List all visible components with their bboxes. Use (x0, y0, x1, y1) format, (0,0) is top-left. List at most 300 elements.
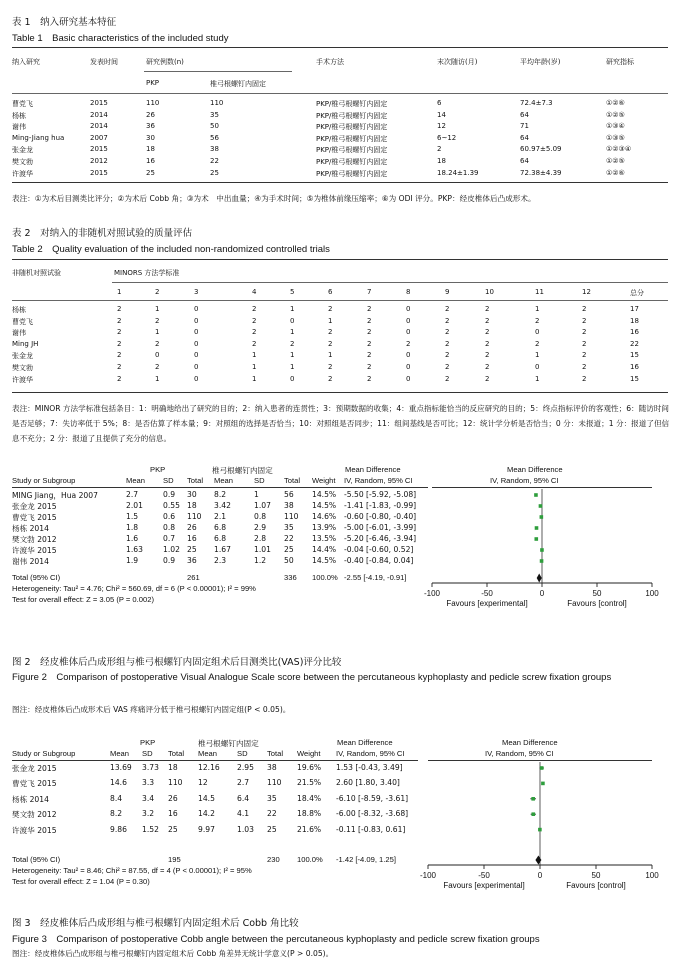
t2-score: 2 (485, 328, 490, 337)
study-row-cell: 2.8 (254, 534, 267, 543)
t1-cell-fu: 18.24±1.39 (437, 168, 479, 177)
t1-cell-year: 2015 (90, 168, 108, 177)
t1-cell-ped: 50 (210, 122, 219, 131)
total-weight: 100.0% (297, 855, 323, 864)
column-header: Study or Subgroup (12, 749, 76, 758)
study-row-cell: 18 (187, 501, 197, 510)
t2-score: 2 (117, 374, 122, 383)
t2-col-header: 10 (485, 288, 494, 296)
t1-cell-ind: ①②⑥ (606, 168, 625, 177)
table2-caption-cn: 表 2 对纳入的非随机对照试验的质量评估 (12, 228, 193, 239)
t2-col-header: 3 (194, 288, 199, 296)
heterogeneity-text: Heterogeneity: Tau² = 4.76; Chi² = 560.69, df = 6 (P < 0.00001); I² = 99% (12, 584, 256, 593)
x-axis-tick-label: 0 (537, 871, 543, 880)
total-n-pkp: 195 (168, 855, 181, 864)
t2-score: 0 (155, 351, 160, 360)
column-header: Mean (198, 749, 217, 758)
pooled-diamond (535, 856, 541, 865)
study-point (540, 559, 544, 563)
t2-col-header: 8 (406, 288, 411, 296)
study-row-cell: 2.1 (214, 512, 227, 521)
group-header-pedicle: 椎弓根螺钉内固定 (198, 739, 259, 748)
t2-score: 0 (406, 363, 411, 371)
table1-note: 表注：①为术后目测类比评分；②为术后 Cobb 角；③为术 中出血量；④为手术时间；⑤为椎体前缘压缩率；⑥为 ODI 评分。PKP：经皮椎体后凸成形术。 (12, 194, 536, 203)
t2-score: 2 (328, 328, 333, 337)
t2-score: 2 (328, 339, 333, 348)
study-row-cell: 0.8 (163, 523, 176, 532)
study-row-cell: 1.07 (254, 501, 271, 510)
figure3-caption-en: Figure 3 Comparison of postoperative Cobb angle between the percutaneous kyphoplasty and pedicle screw fixation groups (12, 934, 540, 945)
study-row-cell: 杨栋 2014 (12, 524, 49, 533)
t2-h-trial: 非随机对照试验 (12, 269, 61, 277)
x-axis-tick-label: -50 (481, 589, 493, 598)
t1-cell-year: 2007 (90, 133, 108, 142)
study-row-cell: 杨栋 2014 (12, 794, 49, 804)
study-row-cell: -6.10 [-8.59, -3.61] (336, 793, 409, 803)
t1-cell-fu: 2 (437, 145, 442, 154)
study-row-cell: 曹党飞 2015 (12, 513, 57, 522)
t1-cell-method: PKP/椎弓根螺钉内固定 (316, 158, 388, 166)
study-row-cell: 18.8% (297, 809, 322, 819)
t1-cell-age: 60.97±5.09 (520, 145, 562, 154)
study-row-cell: -5.20 [-6.46, -3.94] (344, 534, 417, 543)
t2-score: 0 (535, 328, 540, 337)
t1-h-age: 平均年龄(岁) (520, 58, 561, 66)
t1-cell-ped: 56 (210, 133, 219, 142)
t2-score: 2 (582, 374, 587, 383)
t1-cell-ped: 25 (210, 168, 219, 177)
study-row-cell: 50 (284, 556, 294, 565)
x-axis-tick-label: -100 (419, 871, 437, 880)
t2-score: 0 (194, 363, 199, 371)
study-row-cell: 22 (284, 534, 294, 543)
study-row-cell: 13.5% (312, 534, 337, 543)
t2-score: 1 (252, 374, 257, 383)
study-row-cell: 2.01 (126, 501, 143, 510)
x-axis-tick-label: 100 (645, 871, 659, 880)
pooled-diamond (537, 574, 542, 583)
t2-score: 0 (194, 351, 199, 360)
figure2-note: 图注：经皮椎体后凸成形术后 VAS 疼痛评分低于椎弓根螺钉内固定组(P < 0.05)。 (12, 705, 291, 714)
study-row-cell: 56 (284, 490, 294, 499)
t1-cell-method: PKP/椎弓根螺钉内固定 (316, 134, 388, 143)
t1-cell-pkp: 18 (146, 145, 155, 154)
t1-cell-pkp: 36 (146, 122, 155, 131)
t2-score: 2 (155, 316, 160, 325)
group-header-md-plot: Mean Difference (502, 738, 558, 747)
t1-h-method: 手术方法 (316, 58, 344, 66)
t2-score: 0 (535, 363, 540, 371)
t2-score: 0 (406, 328, 411, 337)
total-ci: -1.42 [-4.09, 1.25] (336, 855, 396, 864)
study-row-cell: 110 (168, 778, 183, 788)
t2-score: 2 (252, 328, 257, 337)
study-point (540, 515, 544, 519)
study-row-cell: 110 (187, 512, 202, 521)
t1-cell-ped: 22 (210, 157, 219, 165)
t2-score: 2 (485, 305, 490, 313)
study-point (535, 526, 539, 530)
t2-score: 1 (535, 374, 540, 383)
table2-mid-rule (12, 300, 668, 301)
t2-score: 2 (117, 316, 122, 325)
column-header: Total (284, 476, 301, 485)
group-header-md-plot: Mean Difference (507, 465, 563, 474)
study-row-cell: -6.00 [-8.32, -3.68] (336, 809, 409, 819)
total-n-pedicle: 230 (267, 855, 280, 864)
t1-cell-year: 2015 (90, 145, 108, 154)
x-axis-tick-label: -50 (478, 871, 490, 880)
t2-score: 0 (406, 374, 411, 383)
t1-cell-pkp: 16 (146, 157, 155, 165)
study-row-cell: 谢伟 2014 (12, 557, 49, 566)
column-header: IV, Random, 95% CI (336, 749, 405, 758)
group-header-md: Mean Difference (337, 738, 393, 747)
t2-row-name: 杨栋 (12, 306, 26, 314)
t1-cell-pkp: 25 (146, 168, 155, 177)
t1-cell-ped: 38 (210, 145, 219, 154)
t2-score: 2 (582, 351, 587, 360)
t2-score: 2 (328, 374, 333, 383)
column-header: Mean (110, 749, 129, 758)
study-row-cell: 2.7 (126, 490, 139, 499)
study-row-cell: -5.00 [-6.01, -3.99] (344, 523, 417, 532)
column-header: IV, Random, 95% CI (490, 476, 559, 485)
study-row-cell: 13.9% (312, 523, 337, 532)
t2-row-name: 张金龙 (12, 352, 33, 361)
study-row-cell: -5.50 [-5.92, -5.08] (344, 490, 417, 499)
t1-cell-age: 64 (520, 157, 529, 165)
study-point (534, 493, 538, 497)
t2-score: 1 (290, 351, 295, 360)
study-row-cell: 21.5% (297, 778, 322, 788)
t2-score: 1 (155, 305, 160, 313)
study-row-cell: 0.9 (163, 490, 176, 499)
study-row-cell: 樊文勃 2012 (12, 535, 57, 544)
table1-caption-en: Table 1 Basic characteristics of the included study (12, 33, 229, 44)
t2-score: 2 (252, 305, 257, 313)
t1-cell-ind: ①③④ (606, 122, 625, 131)
t1-cell-ped: 110 (210, 99, 224, 107)
study-row-cell: 3.3 (142, 778, 155, 788)
figure2-caption-cn: 图 2 经皮椎体后凸成形组与椎弓根螺钉内固定组术后目测类比(VAS)评分比较 (12, 657, 342, 668)
study-point (539, 504, 543, 508)
study-row-cell: 6.8 (214, 534, 227, 543)
t2-row-name: 樊文勃 (12, 364, 33, 372)
t1-cell-study: Ming-Jiang hua (12, 133, 65, 142)
study-row-cell: 1 (254, 490, 259, 499)
study-row-cell: 2.3 (214, 556, 227, 565)
study-row-cell: 6.4 (237, 793, 250, 803)
study-row-cell: 8.4 (110, 793, 123, 803)
t2-score: 0 (290, 316, 295, 325)
t1-cell-fu: 6~12 (437, 133, 457, 142)
study-row-cell: 3.42 (214, 501, 231, 510)
t2-col-header: 5 (290, 288, 295, 296)
study-row-cell: 18.4% (297, 793, 322, 803)
study-row-cell: 6.8 (214, 523, 227, 532)
t2-score: 2 (535, 339, 540, 348)
x-axis-tick-label: -100 (423, 589, 441, 598)
study-row-cell: 1.03 (237, 824, 254, 834)
study-point (540, 766, 544, 770)
study-row-cell: 张金龙 2015 (12, 764, 57, 773)
study-row-cell: 13.69 (110, 763, 132, 772)
t2-score: 2 (582, 339, 587, 348)
study-row-cell: 21.6% (297, 824, 322, 834)
t2-row-name: 曹党飞 (12, 317, 33, 326)
column-header: SD (237, 749, 248, 758)
t2-score: 18 (630, 316, 639, 325)
t2-score: 2 (155, 363, 160, 371)
study-point (531, 812, 535, 816)
t1-cell-ped: 35 (210, 110, 219, 119)
t2-score: 2 (445, 363, 450, 371)
study-row-cell: 14.5% (312, 501, 337, 510)
favours-control-label: Favours [control] (566, 881, 626, 890)
t2-score: 0 (194, 305, 199, 313)
t2-score: 2 (485, 351, 490, 360)
t1-cell-year: 2014 (90, 110, 108, 119)
t1-h-cases: 研究例数(n) (146, 58, 184, 66)
overall-effect-text: Test for overall effect: Z = 3.05 (P = 0.002) (12, 595, 154, 604)
t2-col-header: 2 (155, 288, 160, 296)
x-axis-tick-label: 50 (592, 589, 602, 598)
t2-row-name: Ming JH (12, 339, 39, 348)
t1-h-year: 发表时间 (90, 58, 118, 66)
study-row-cell: 1.67 (214, 545, 231, 554)
study-row-cell: 12 (198, 778, 208, 788)
column-header: SD (142, 749, 153, 758)
t2-score: 2 (367, 374, 372, 383)
t1-cell-age: 72.38±4.39 (520, 168, 562, 177)
t2-h-minors: MINORS 方法学标准 (114, 269, 180, 277)
study-row-cell: 许渡华 2015 (12, 825, 57, 835)
study-row-cell: 0.9 (163, 556, 176, 565)
t2-score: 0 (194, 374, 199, 383)
study-point (531, 797, 535, 801)
t2-score: 0 (290, 374, 295, 383)
t2-score: 0 (406, 305, 411, 313)
column-header: Weight (312, 476, 336, 485)
t2-score: 2 (367, 363, 372, 371)
t2-score: 2 (485, 339, 490, 348)
t1-cell-study: 张金龙 (12, 146, 33, 155)
t1-cell-method: PKP/椎弓根螺钉内固定 (316, 100, 388, 108)
t1-cell-study: 谢伟 (12, 123, 26, 132)
study-row-cell: 110 (267, 778, 282, 788)
t2-score: 1 (252, 363, 257, 371)
study-row-cell: 9.97 (198, 824, 215, 834)
column-header: Mean (214, 476, 233, 485)
column-header: SD (254, 476, 265, 485)
t2-score: 2 (445, 351, 450, 360)
table1-mid-rule (12, 93, 668, 94)
study-row-cell: 25 (284, 545, 294, 554)
t2-score: 2 (252, 316, 257, 325)
t1-h-indicator: 研究指标 (606, 58, 634, 66)
t1-cell-study: 樊文勃 (12, 158, 33, 166)
study-row-cell: MING Jiang，Hua 2007 (12, 491, 98, 500)
t2-score: 2 (582, 316, 587, 325)
favours-control-label: Favours [control] (567, 599, 627, 608)
t2-score: 16 (630, 363, 639, 371)
t1-cell-pkp: 110 (146, 99, 160, 107)
t1-cell-fu: 18 (437, 157, 446, 165)
column-header: Weight (297, 749, 321, 758)
group-header-pkp: PKP (150, 465, 166, 474)
study-row-cell: 8.2 (110, 809, 123, 819)
t2-score: 0 (406, 351, 411, 360)
t2-col-header: 7 (367, 288, 372, 296)
t2-score: 0 (194, 316, 199, 325)
t2-score: 15 (630, 351, 639, 360)
t2-score: 1 (290, 363, 295, 371)
study-row-cell: 25 (168, 824, 178, 834)
study-row-cell: 38 (267, 763, 277, 772)
favours-experimental-label: Favours [experimental] (446, 599, 528, 608)
study-row-cell: 3.73 (142, 763, 159, 772)
t1-cell-pkp: 30 (146, 133, 155, 142)
t2-score: 1 (155, 374, 160, 383)
t2-col-header: 12 (582, 288, 591, 296)
study-row-cell: 9.86 (110, 824, 127, 834)
study-row-cell: 110 (284, 512, 299, 521)
study-row-cell: -0.04 [-0.60, 0.52] (344, 545, 414, 554)
t2-score: 1 (328, 351, 333, 360)
t2-score: 2 (582, 363, 587, 371)
study-row-cell: 1.6 (126, 534, 139, 543)
study-row-cell: 0.7 (163, 534, 176, 543)
t1-cell-ind: ①②③④ (606, 145, 632, 154)
study-row-cell: 4.1 (237, 809, 250, 819)
t2-score: 0 (194, 328, 199, 337)
study-row-cell: 35 (267, 793, 277, 803)
t2-minors-rule (112, 282, 668, 283)
t1-cell-pkp: 26 (146, 110, 155, 119)
study-row-cell: -0.60 [-0.80, -0.40] (344, 512, 417, 521)
study-row-cell: 14.2 (198, 809, 215, 819)
study-row-cell: -0.40 [-0.84, 0.04] (344, 556, 414, 565)
t2-score: 2 (485, 363, 490, 371)
t2-score: 2 (485, 374, 490, 383)
study-point (541, 782, 545, 786)
column-header: Mean (126, 476, 145, 485)
study-row-cell: 1.53 [-0.43, 3.49] (336, 763, 403, 772)
t2-row-name: 许渡华 (12, 375, 33, 384)
study-row-cell: 25 (187, 545, 197, 554)
study-row-cell: 16 (168, 809, 178, 819)
study-row-cell: 1.2 (254, 556, 267, 565)
header-rule-table (12, 487, 428, 488)
group-header-md: Mean Difference (345, 465, 401, 474)
t2-score: 1 (535, 305, 540, 313)
t1-cases-rule (144, 71, 292, 72)
study-row-cell: 1.63 (126, 545, 143, 554)
study-row-cell: 12.16 (198, 763, 220, 772)
study-row-cell: 30 (187, 490, 197, 499)
study-row-cell: 25 (267, 824, 277, 834)
t1-cell-age: 71 (520, 122, 529, 131)
t2-score: 2 (485, 316, 490, 325)
column-header: Total (168, 749, 185, 758)
x-axis-tick-label: 100 (645, 589, 659, 598)
column-header: Study or Subgroup (12, 476, 76, 485)
study-row-cell: 38 (284, 501, 294, 510)
figure2-caption-en: Figure 2 Comparison of postoperative Visual Analogue Scale score between the percutaneous kyphoplasty and pedicle screw fixation groups (12, 672, 612, 683)
study-row-cell: 1.02 (163, 545, 180, 554)
study-row-cell: 14.5% (312, 490, 337, 499)
t2-score: 2 (445, 328, 450, 337)
favours-experimental-label: Favours [experimental] (443, 881, 525, 890)
t2-col-header: 11 (535, 288, 544, 296)
t1-cell-method: PKP/椎弓根螺钉内固定 (316, 123, 388, 132)
t2-score: 2 (367, 305, 372, 313)
t2-score: 2 (367, 351, 372, 360)
table2-caption-en: Table 2 Quality evaluation of the included non-randomized controlled trials (12, 244, 330, 255)
study-row-cell: 曹党飞 2015 (12, 779, 57, 789)
study-row-cell: 0.6 (163, 512, 176, 521)
study-row-cell: 2.95 (237, 763, 254, 772)
t1-cell-ind: ①②⑤ (606, 110, 625, 119)
t1-cell-fu: 12 (437, 122, 446, 131)
t1-cell-method: PKP/椎弓根螺钉内固定 (316, 111, 388, 120)
total-label: Total (95% CI) (12, 573, 61, 582)
t2-col-header: 4 (252, 288, 257, 296)
study-row-cell: 1.01 (254, 545, 271, 554)
t2-score: 16 (630, 328, 639, 337)
t1-cell-ind: ①②⑤ (606, 157, 625, 165)
study-row-cell: 8.2 (214, 490, 227, 499)
t1-cell-age: 64 (520, 133, 529, 142)
t2-score: 2 (117, 339, 122, 348)
t2-col-header: 总分 (630, 289, 644, 297)
t1-cell-method: PKP/椎弓根螺钉内固定 (316, 169, 388, 178)
t2-score: 2 (535, 316, 540, 325)
total-label: Total (95% CI) (12, 855, 61, 864)
study-row-cell: 18 (168, 763, 178, 772)
header-rule-plot (428, 760, 652, 761)
t2-row-name: 谢伟 (12, 329, 26, 338)
study-row-cell: 樊文勃 2012 (12, 810, 57, 820)
t2-score: 1 (328, 316, 333, 325)
study-row-cell: 36 (187, 556, 197, 565)
table2-note: 表注：MINOR 方法学标准包括条目：1：明确地给出了研究的目的；2：纳入患者的连贯性；3：预期数据的收集；4：重点指标能恰当的反应研究的目的；5：终点指标评价的客观性；6：随访时间是否足够；7：失访率低于 5%；8：是否估算了样本量；9：对照组的选择是否恰当；10：对照组是否同步；11：组间基线是否可比；12：统计学分析是否恰当；0 分：未报道；1 分：报道了但信息不充分；2 分：报道了且提供了充分的信息。 (12, 404, 670, 443)
t1-cell-ind: ①②⑥ (606, 99, 625, 107)
t1-cell-method: PKP/椎弓根螺钉内固定 (316, 146, 388, 155)
t2-score: 1 (535, 351, 540, 360)
table1-top-rule (12, 47, 668, 48)
t2-col-header: 1 (117, 288, 122, 296)
study-row-cell: 1.5 (126, 512, 139, 521)
t1-cell-year: 2015 (90, 99, 108, 107)
t2-score: 0 (406, 316, 411, 325)
t1-cell-ind: ①③⑤ (606, 133, 625, 142)
column-header: SD (163, 476, 174, 485)
total-weight: 100.0% (312, 573, 338, 582)
study-row-cell: 26 (187, 523, 197, 532)
study-row-cell: 3.4 (142, 793, 155, 803)
study-row-cell: 14.6% (312, 512, 337, 521)
t2-score: 2 (117, 363, 122, 371)
figure3-note: 图注：经皮椎体后凸成形组与椎弓根螺钉内固定组术后 Cobb 角差异无统计学意义(P > 0.05)。 (12, 949, 334, 958)
study-point (534, 537, 538, 541)
t1-cell-study: 曹党飞 (12, 100, 33, 108)
t2-score: 2 (117, 328, 122, 337)
t1-h-pkp: PKP (146, 79, 160, 87)
t2-col-header: 6 (328, 288, 333, 296)
table2-top-rule (12, 259, 668, 260)
